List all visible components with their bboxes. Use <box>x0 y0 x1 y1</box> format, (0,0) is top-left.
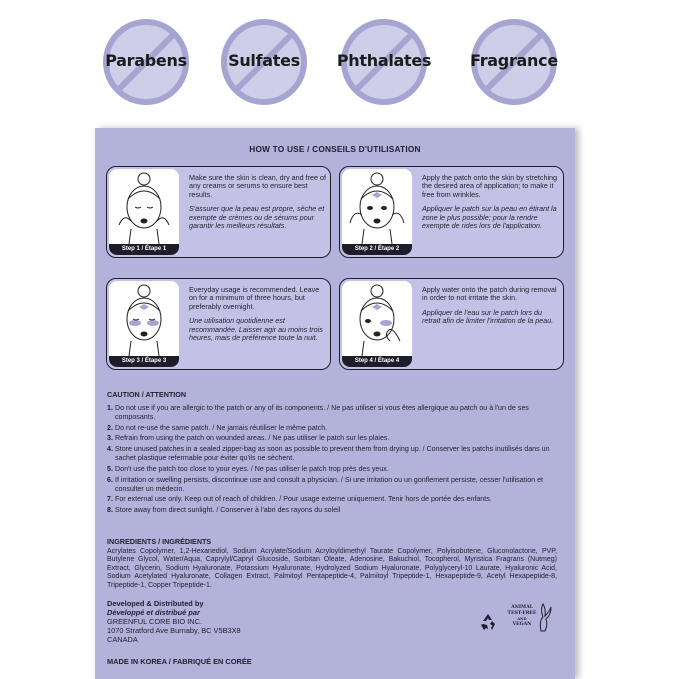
caution-item <box>107 506 557 515</box>
step-text-en: Apply the patch onto the skin by stretching the desired area of application; to make it free from wrinkles. <box>422 173 558 199</box>
distributor-block <box>107 599 241 644</box>
step-text <box>422 286 560 326</box>
caution-text: For external use only. Keep out of reach of children. / Pour usage externe uniquement. Tenir hors de portée des enfants. <box>115 495 492 504</box>
caution-num: 5. <box>107 464 113 473</box>
face-illustration-step-4 <box>342 281 412 367</box>
distributor-country: CANADA <box>107 635 138 644</box>
step-card-2 <box>339 166 564 258</box>
step-text-fr: Appliquer le patch sur la peau en étirant la zone le plus possible; pour la rendre exempte de rides lors de l'application. <box>422 204 557 231</box>
caution-num: 8. <box>107 506 113 515</box>
caution-title: CAUTION / ATTENTION <box>107 390 187 399</box>
caution-item <box>107 445 557 462</box>
animal-logo-line-3: AND <box>517 617 527 621</box>
caution-num: 2. <box>107 423 113 432</box>
step-label: Step 3 / Étape 3 <box>109 356 179 367</box>
caution-num: 4. <box>107 445 113 454</box>
badge-label: Sulfates <box>228 51 300 70</box>
caution-num: 3. <box>107 434 113 443</box>
ingredients-text: Acrylates Copolymer, 1,2-Hexanediol, Sodium Acrylate/Sodium Acryloyldimethyl Taurate Copolymer, Polyisobutene, Gluconolactone, PVP, Butylene Glycol, Water/Aqua, Caprylyl/Capryl Glucoside, Sorbitan Oleate, Adenosine, Bakuchiol, Tocopherol, Myristica Fragrans (Nutmeg) Extract, Glycerin, Sodium Hyaluronate, Potassium Hyaluronate, Hydrolyzed Sodium Hyaluronate, Polyglyceryl-10 Laurate, Hyaluronic Acid, Sodium Acetylated Hyaluronate, Collagen Extract, Palmitoyl Pentapeptide-4, Palmitoyl Tripeptide-1, Hexapeptide-9, Acetyl Hexapeptide-8, Tripeptide-1, Copper Tripeptide-1. <box>107 548 557 589</box>
animal-logo-line-2: TEST-FREE <box>507 611 537 616</box>
animal-logo-line-1: ANIMAL <box>511 605 533 610</box>
step-text <box>189 286 327 342</box>
caution-num: 6. <box>107 475 113 484</box>
step-card-3 <box>106 278 331 370</box>
caution-item <box>107 404 557 421</box>
caution-item <box>107 465 557 474</box>
step-text-en: Make sure the skin is clean, dry and free of any creams or serums to ensure best results. <box>189 173 327 199</box>
badge-label: Phthalates <box>336 51 432 70</box>
caution-num: 7. <box>107 495 113 504</box>
step-card-1 <box>106 166 331 258</box>
recycle-icon <box>478 612 498 632</box>
badge-sulfates <box>220 18 308 106</box>
caution-text: Store unused patches in a sealed zipper-bag as soon as possible to prevent them from drying up. / Conserver les patchs inutilisés dans un sachet plastique refermable pour éviter qu'ils ne sèchent. <box>115 445 550 463</box>
caution-num: 1. <box>107 404 113 412</box>
caution-text: Do not re-use the same patch. / Ne jamais réutiliser le même patch. <box>115 423 328 432</box>
step-label: Step 4 / Étape 4 <box>342 356 412 367</box>
instruction-sheet <box>95 128 575 679</box>
caution-item <box>107 495 557 504</box>
badge-label: Fragrance <box>470 51 558 70</box>
distributor-label-en: Developed & Distributed by <box>107 599 204 608</box>
ingredients-title: INGREDIENTS / INGRÉDIENTS <box>107 537 212 546</box>
caution-text: Don't use the patch too close to your eyes. / Ne pas utiliser le patch trop près des yeux. <box>115 464 389 473</box>
caution-list <box>107 404 557 517</box>
step-label: Step 2 / Étape 2 <box>342 244 412 255</box>
animal-logo-line-4: VEGAN <box>512 622 532 627</box>
how-to-use-title: HOW TO USE / CONSEILS D'UTILISATION <box>249 144 421 154</box>
distributor-label-fr: Développé et distribué par <box>107 608 200 617</box>
rabbit-icon <box>537 603 553 633</box>
step-text-fr: Une utilisation quotidienne est recommandée. Laisser agir au moins trois heures, mais de préférence toute la nuit. <box>189 316 323 343</box>
ingredient-free-badges <box>0 18 679 118</box>
face-illustration-step-1 <box>109 169 179 255</box>
caution-text: If irritation or swelling persists, discontinue use and consult a physician. / Si une irritation ou un gonflement persiste, cesser l'utilisation et consulter un médecin. <box>115 475 543 493</box>
caution-text: Refrain from using the patch on wounded areas. / Ne pas utiliser le patch sur les plaies. <box>115 434 390 443</box>
caution-item <box>107 476 557 493</box>
step-text-en: Everyday usage is recommended. Leave on for a minimum of three hours, but preferably overnight. <box>189 285 320 311</box>
caution-text: Store away from direct sunlight. / Conserver à l'abri des rayons du soleil <box>115 506 341 515</box>
badge-phthalates <box>336 18 432 106</box>
face-illustration-step-3 <box>109 281 179 367</box>
badge-label: Parabens <box>105 51 187 70</box>
badge-fragrance <box>470 18 558 106</box>
distributor-address: 1070 Stratford Ave Burnaby, BC V5B3X8 <box>107 626 241 635</box>
caution-item <box>107 434 557 443</box>
step-label: Step 1 / Étape 1 <box>109 244 179 255</box>
caution-item <box>107 424 557 433</box>
step-text <box>422 174 560 230</box>
step-text <box>189 174 327 230</box>
step-text-fr: S'assurer que la peau est propre, sèche et exempte de crèmes ou de sérums pour garantir les meilleurs résultats. <box>189 204 325 231</box>
animal-test-free-vegan-logo <box>505 603 553 637</box>
badge-parabens <box>102 18 190 106</box>
distributor-company: GREENFUL CORE BIO INC. <box>107 617 202 626</box>
made-in-label: MADE IN KOREA / FABRIQUÉ EN CORÉE <box>107 657 252 666</box>
step-card-4 <box>339 278 564 370</box>
caution-text: Do not use if you are allergic to the patch or any of its components. / Ne pas utiliser si vous êtes allergique au patch ou à l'un de ses composants. <box>115 404 529 421</box>
face-illustration-step-2 <box>342 169 412 255</box>
step-text-en: Apply water onto the patch during removal in order to not irritate the skin. <box>422 285 557 303</box>
step-text-fr: Appliquer de l'eau sur le patch lors du retrait afin de limiter l'irritation de la peau. <box>422 307 554 326</box>
